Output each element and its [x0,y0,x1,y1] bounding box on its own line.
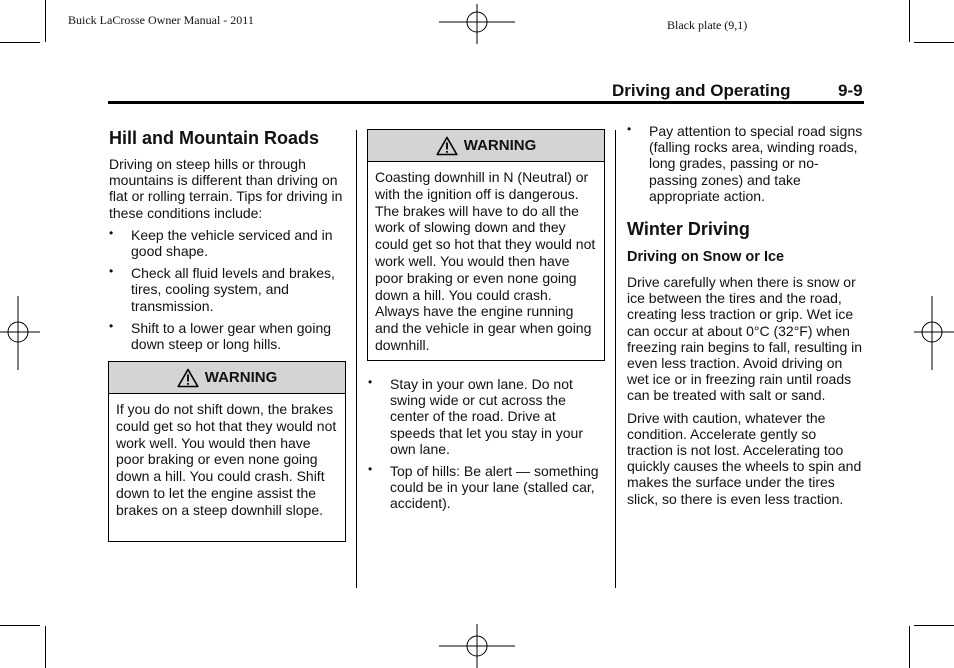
crop-mark [909,626,910,668]
warning-triangle-icon [436,136,458,156]
column-3 [627,123,863,507]
registration-mark-right [914,296,954,370]
warning-header [109,362,345,394]
crop-mark [45,626,46,668]
crop-mark [0,42,40,43]
section-heading: Hill and Mountain Roads [109,128,319,148]
list-item: • Shift to a lower gear when going down steep or long hills. [109,318,332,353]
section-heading: Winter Driving [627,219,750,240]
list-item: • Stay in your own lane. Do not swing wide or cut across the center of the road. Drive at speeds that let you stay in your own lane. [368,375,583,457]
warning-box [108,361,346,542]
registration-mark-left [0,296,40,370]
column-2-list [368,376,604,512]
crop-mark [0,625,40,626]
bullet: • [109,264,114,279]
manual-title: Buick LaCrosse Owner Manual - 2011 [68,13,254,27]
bullet: • [109,225,114,240]
warning-text: If you do not shift down, the brakes could get so hot that they would not work well. You would then have poor braking or even none going down a hill. You could crash. Shift down to let the engine assist the brakes on a steep downhill slope. [116,401,337,518]
list-item: • Keep the vehicle serviced and in good shape. [109,225,333,260]
intro-paragraph: Driving on steep hills or through mountains is different than driving on flat or rolling terrain. Tips for driving in these conditions include: [109,156,343,221]
page-number: 9-9 [838,81,863,100]
column-divider [615,130,616,588]
bullet: • [627,122,632,136]
crop-mark [909,0,910,42]
list-item: • Top of hills: Be alert — something could be in your lane (stalled car, accident). [368,462,599,512]
crop-mark [914,625,954,626]
crop-mark [914,42,954,43]
registration-mark-bottom [439,624,515,668]
warning-text: Coasting downhill in N (Neutral) or with the ignition off is dangerous. The brakes will have to do all the work of slowing down and they could get so hot that they would not work well. You would then have poor braking or even none going down a hill. You could crash. Always have the engine running and the vehicle in gear when going downhill. [375,169,596,353]
crop-mark [45,0,46,42]
paragraph: Drive with caution, whatever the condition. Accelerate gently so traction is not lost. Accelerating too quickly causes the wheels to spin and makes the surface under the tires slick, so there is even less traction. [627,409,862,507]
warning-label: WARNING [463,137,537,154]
list-item: • Check all fluid levels and brakes, tires, cooling system, and transmission. [109,264,335,314]
header-rule [108,101,864,104]
warning-box [367,129,605,361]
registration-mark-top [439,4,515,44]
warning-header [368,130,604,162]
bullet: • [368,375,373,389]
list-item: • Pay attention to special road signs (falling rocks area, winding roads, long grades, passing or no-passing zones) and take appropriate action. [627,122,863,204]
section-title: Driving and Operating [612,81,791,100]
column-1 [109,127,349,352]
warning-label: WARNING [204,369,278,386]
warning-triangle-icon [177,368,199,388]
plate-label: Black plate (9,1) [667,18,748,32]
bullet: • [368,462,373,477]
paragraph: Drive carefully when there is snow or ice between the tires and the road, creating less traction or grip. Wet ice can occur at about 0°C (32°F) when freezing rain begins to fall, resulting in even less traction. Avoid driving on wet ice or in freezing rain until roads can be treated with salt or sand. [627,274,863,404]
column-divider [356,130,357,588]
subsection-heading: Driving on Snow or Ice [627,249,785,266]
bullet: • [109,318,114,333]
